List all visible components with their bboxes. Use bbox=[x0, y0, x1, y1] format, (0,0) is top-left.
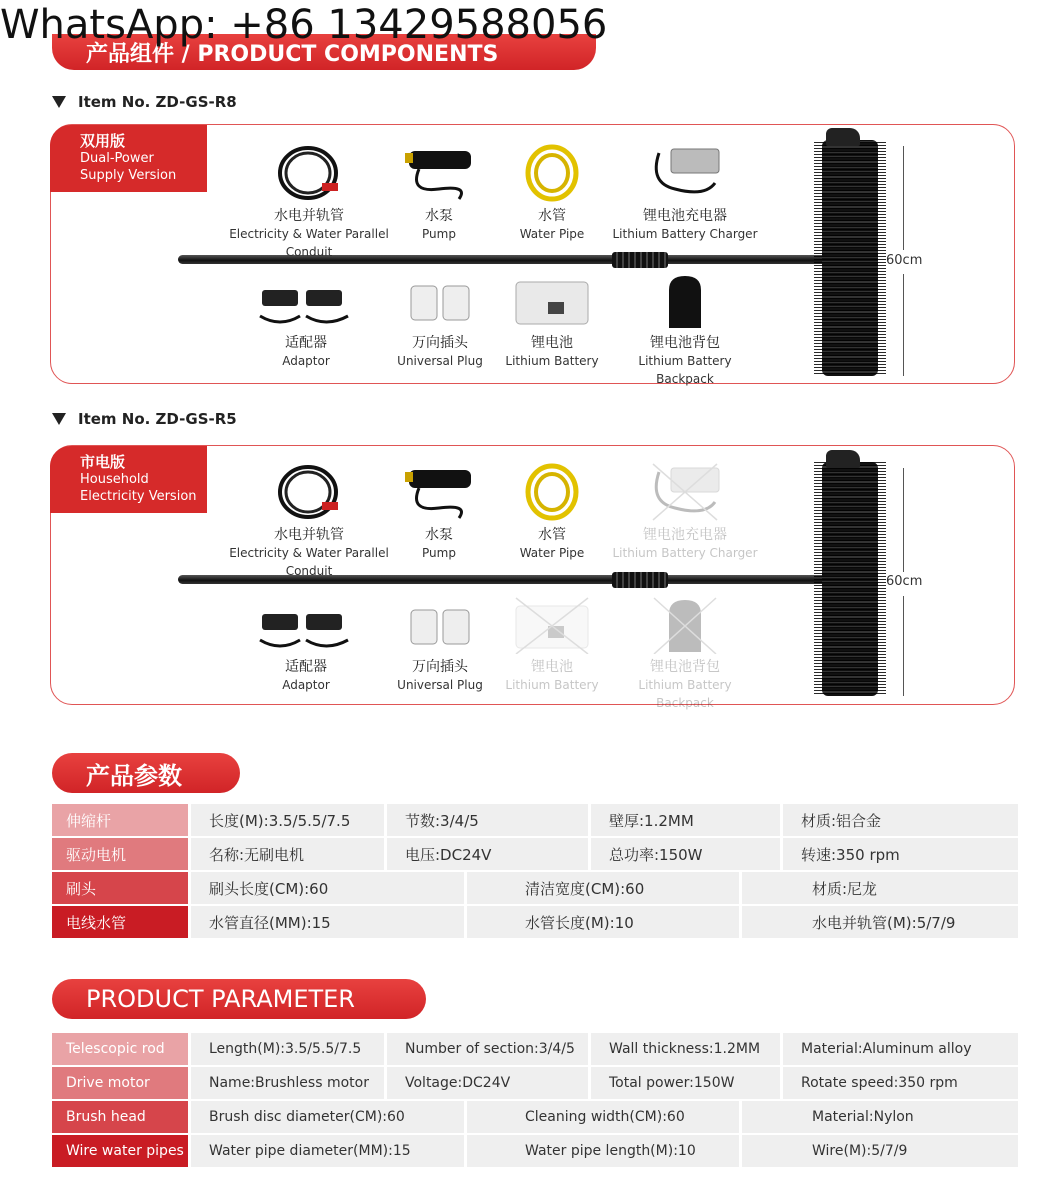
pump-icon bbox=[399, 143, 479, 203]
component-en: Lithium Battery Backpack bbox=[638, 354, 732, 386]
component-charger-excluded bbox=[612, 462, 758, 562]
component-cn: 水电并轨管 bbox=[274, 527, 344, 543]
table-cell: 水电并轨管(M):5/7/9 bbox=[742, 906, 1018, 938]
component-en: Adaptor bbox=[282, 678, 330, 692]
table-cell: Material:Nylon bbox=[742, 1101, 1018, 1133]
dimension-line bbox=[903, 468, 904, 572]
table-cell: 转速:350 rpm bbox=[783, 838, 1018, 870]
component-en: Pump bbox=[422, 546, 456, 560]
dimension-label: 60cm bbox=[886, 253, 923, 268]
triangle-down-icon bbox=[52, 413, 66, 425]
component-cn: 锂电池 bbox=[531, 335, 573, 351]
table-cell: 水管直径(MM):15 bbox=[191, 906, 464, 938]
section-header-params-en bbox=[52, 979, 426, 1019]
table-cell: 总功率:150W bbox=[591, 838, 780, 870]
adaptor-icon bbox=[256, 596, 356, 654]
row-head: 刷头 bbox=[52, 872, 188, 904]
cable-coil-icon bbox=[274, 462, 344, 522]
table-cell: 长度(M):3.5/5.5/7.5 bbox=[191, 804, 384, 836]
component-en: Lithium Battery Charger bbox=[612, 546, 758, 560]
tag-en-2: Electricity Version bbox=[80, 489, 197, 504]
row-head: Telescopic rod bbox=[52, 1033, 188, 1065]
component-water-pipe bbox=[512, 143, 592, 243]
component-lithium-battery-excluded bbox=[502, 596, 602, 694]
table-cell: Wire(M):5/7/9 bbox=[742, 1135, 1018, 1167]
row-head: Drive motor bbox=[52, 1067, 188, 1099]
component-cn: 水泵 bbox=[425, 527, 453, 543]
row-head: 电线水管 bbox=[52, 906, 188, 938]
table-cell: Name:Brushless motor bbox=[191, 1067, 384, 1099]
table-cell: Rotate speed:350 rpm bbox=[783, 1067, 1018, 1099]
plug-icon bbox=[405, 596, 475, 654]
table-row bbox=[52, 872, 1021, 904]
component-en: Lithium Battery Charger bbox=[612, 227, 758, 241]
table-cell: 材质:尼龙 bbox=[742, 872, 1018, 904]
component-en: Lithium Battery bbox=[505, 678, 599, 692]
component-en: Water Pipe bbox=[519, 227, 585, 241]
table-cell: 电压:DC24V bbox=[387, 838, 588, 870]
table-cell: Total power:150W bbox=[591, 1067, 780, 1099]
component-pump bbox=[394, 462, 484, 562]
backpack-icon bbox=[650, 596, 720, 654]
item-number: Item No. ZD-GS-R5 bbox=[78, 410, 237, 428]
table-cell: 刷头长度(CM):60 bbox=[191, 872, 464, 904]
rod-joint bbox=[612, 252, 668, 268]
battery-icon bbox=[512, 596, 592, 654]
section-header-text: PRODUCT PARAMETER bbox=[86, 985, 355, 1013]
component-cn: 水泵 bbox=[425, 208, 453, 224]
component-backpack bbox=[612, 272, 758, 388]
component-en: Electricity & Water Parallel Conduit bbox=[229, 227, 389, 259]
component-en: Universal Plug bbox=[397, 354, 483, 368]
component-cn: 锂电池充电器 bbox=[643, 527, 727, 543]
table-cell: 清洁宽度(CM):60 bbox=[467, 872, 739, 904]
tag-cn: 市电版 bbox=[80, 453, 126, 471]
plug-icon bbox=[405, 272, 475, 330]
table-cell: 材质:铝合金 bbox=[783, 804, 1018, 836]
section-header-text: 产品组件 / PRODUCT COMPONENTS bbox=[86, 41, 499, 67]
dimension-label: 60cm bbox=[886, 574, 923, 589]
version-tag-r8 bbox=[50, 125, 207, 192]
backpack-icon bbox=[655, 272, 715, 330]
component-cn: 万向插头 bbox=[412, 335, 468, 351]
item-number: Item No. ZD-GS-R8 bbox=[78, 93, 237, 111]
item-title-r8 bbox=[52, 93, 237, 111]
dimension-line bbox=[903, 274, 904, 376]
triangle-down-icon bbox=[52, 96, 66, 108]
item-title-r5 bbox=[52, 410, 237, 428]
table-cell: Material:Aluminum alloy bbox=[783, 1033, 1018, 1065]
row-head: 驱动电机 bbox=[52, 838, 188, 870]
table-row bbox=[52, 906, 1021, 938]
component-lithium-battery bbox=[502, 272, 602, 370]
component-cn: 锂电池充电器 bbox=[643, 208, 727, 224]
adaptor-icon bbox=[256, 272, 356, 330]
component-cn: 万向插头 bbox=[412, 659, 468, 675]
component-water-pipe bbox=[512, 462, 592, 562]
tag-en-1: Household bbox=[80, 472, 149, 487]
table-cell: Length(M):3.5/5.5/7.5 bbox=[191, 1033, 384, 1065]
table-cell: Wall thickness:1.2MM bbox=[591, 1033, 780, 1065]
component-cn: 水管 bbox=[538, 527, 566, 543]
table-row bbox=[52, 804, 1021, 836]
component-conduit bbox=[206, 143, 412, 261]
table-cell: 名称:无刷电机 bbox=[191, 838, 384, 870]
component-en: Pump bbox=[422, 227, 456, 241]
component-conduit bbox=[206, 462, 412, 580]
table-row bbox=[52, 1067, 1021, 1099]
component-cn: 适配器 bbox=[285, 335, 327, 351]
table-row bbox=[52, 1101, 1021, 1133]
table-cell: 节数:3/4/5 bbox=[387, 804, 588, 836]
component-backpack-excluded bbox=[612, 596, 758, 712]
component-charger bbox=[612, 143, 758, 243]
component-cn: 锂电池 bbox=[531, 659, 573, 675]
tag-en-1: Dual-Power bbox=[80, 151, 154, 166]
table-row bbox=[52, 1033, 1021, 1065]
cable-coil-icon bbox=[274, 143, 344, 203]
component-en: Lithium Battery bbox=[505, 354, 599, 368]
component-en: Water Pipe bbox=[519, 546, 585, 560]
row-head: Wire water pipes bbox=[52, 1135, 188, 1167]
table-cell: Cleaning width(CM):60 bbox=[467, 1101, 739, 1133]
component-adaptor bbox=[246, 272, 366, 370]
brush-motor-cap bbox=[826, 450, 860, 468]
table-cell: 壁厚:1.2MM bbox=[591, 804, 780, 836]
brush-motor-cap bbox=[826, 128, 860, 146]
component-universal-plug bbox=[390, 596, 490, 694]
table-row bbox=[52, 1135, 1021, 1167]
charger-icon bbox=[645, 143, 725, 203]
table-row bbox=[52, 838, 1021, 870]
table-cell: Brush disc diameter(CM):60 bbox=[191, 1101, 464, 1133]
brush-head bbox=[822, 140, 878, 376]
table-cell: Water pipe length(M):10 bbox=[467, 1135, 739, 1167]
rod-joint bbox=[612, 572, 668, 588]
battery-icon bbox=[512, 272, 592, 330]
component-cn: 锂电池背包 bbox=[650, 659, 720, 675]
row-head: Brush head bbox=[52, 1101, 188, 1133]
component-cn: 锂电池背包 bbox=[650, 335, 720, 351]
row-head: 伸缩杆 bbox=[52, 804, 188, 836]
component-pump bbox=[394, 143, 484, 243]
water-pipe-icon bbox=[522, 462, 582, 522]
component-cn: 适配器 bbox=[285, 659, 327, 675]
version-tag-r5 bbox=[50, 446, 207, 513]
component-en: Electricity & Water Parallel Conduit bbox=[229, 546, 389, 578]
component-universal-plug bbox=[390, 272, 490, 370]
component-cn: 水电并轨管 bbox=[274, 208, 344, 224]
table-cell: Voltage:DC24V bbox=[387, 1067, 588, 1099]
section-header-params-cn bbox=[52, 753, 240, 793]
pump-icon bbox=[399, 462, 479, 522]
brush-head bbox=[822, 462, 878, 696]
component-en: Universal Plug bbox=[397, 678, 483, 692]
section-header-text: 产品参数 bbox=[86, 761, 182, 790]
tag-en-2: Supply Version bbox=[80, 168, 177, 183]
table-cell: Number of section:3/4/5 bbox=[387, 1033, 588, 1065]
component-en: Lithium Battery Backpack bbox=[638, 678, 732, 710]
charger-icon bbox=[645, 462, 725, 522]
component-en: Adaptor bbox=[282, 354, 330, 368]
table-cell: Water pipe diameter(MM):15 bbox=[191, 1135, 464, 1167]
dimension-line bbox=[903, 596, 904, 696]
table-cell: 水管长度(M):10 bbox=[467, 906, 739, 938]
watermark: WhatsApp: +86 13429588056 bbox=[0, 2, 608, 48]
tag-cn: 双用版 bbox=[80, 132, 126, 150]
water-pipe-icon bbox=[522, 143, 582, 203]
component-cn: 水管 bbox=[538, 208, 566, 224]
component-adaptor bbox=[246, 596, 366, 694]
dimension-line bbox=[903, 146, 904, 250]
